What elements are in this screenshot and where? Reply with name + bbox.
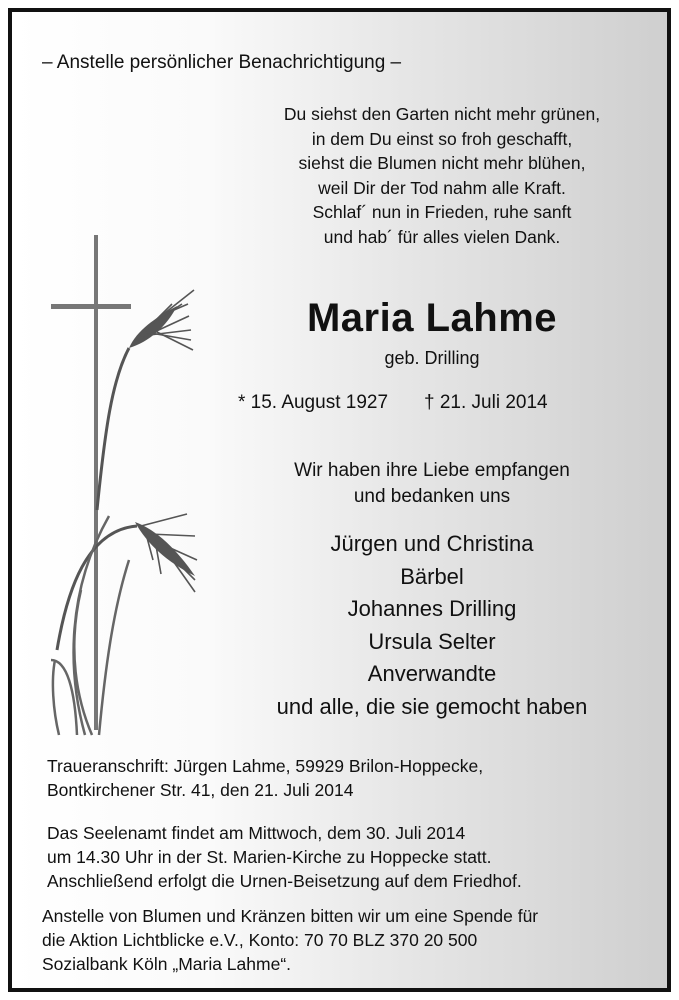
family-member: Anverwandte: [367, 661, 497, 687]
family-member: Bärbel: [400, 563, 464, 589]
poem-line: in dem Du einst so froh geschafft,: [311, 128, 573, 149]
donation-line: die Aktion Lichtblicke e.V., Konto: 70 70 BLZ 370 20 500: [42, 930, 478, 950]
address-line: Bontkirchener Str. 41, den 21. Juli 2014: [47, 780, 354, 800]
mourning-address: [47, 754, 483, 802]
service-info: [47, 821, 522, 893]
poem-line: und hab´ für alles vielen Dank.: [323, 226, 561, 247]
service-line: um 14.30 Uhr in der St. Marien-Kirche zu Hoppecke statt.: [47, 847, 492, 867]
deceased-name: Maria Lahme: [306, 296, 558, 340]
family-member: und alle, die sie gemocht haben: [276, 693, 588, 719]
donation-line: Sozialbank Köln „Maria Lahme“.: [42, 954, 292, 974]
service-line: Anschließend erfolgt die Urnen-Beisetzung auf dem Friedhof.: [47, 871, 522, 891]
header-line: – Anstelle persönlicher Benachrichtigung –: [42, 52, 402, 73]
family-list: [162, 528, 671, 724]
poem-line: weil Dir der Tod nahm alle Kraft.: [318, 177, 566, 198]
service-line: Das Seelenamt findet am Mittwoch, dem 30. Juli 2014: [47, 823, 466, 843]
poem-line: Du siehst den Garten nicht mehr grünen,: [283, 104, 601, 124]
donation-info: [42, 904, 538, 976]
poem-line: Schlaf´ nun in Frieden, ruhe sanft: [312, 202, 572, 223]
address-line: Traueranschrift: Jürgen Lahme, 59929 Brilon-Hoppecke,: [47, 756, 484, 776]
poem-line: siehst die Blumen nicht mehr blühen,: [298, 153, 586, 174]
family-member: Ursula Selter: [368, 628, 496, 654]
life-dates: [238, 392, 548, 414]
death-date: † 21. Juli 2014: [424, 392, 548, 413]
maiden-name: geb. Drilling: [384, 348, 480, 368]
poem: [182, 102, 671, 250]
thanks-line: Wir haben ihre Liebe empfangen: [294, 460, 570, 481]
thanks-text: [162, 458, 671, 510]
thanks-line: und bedanken uns: [353, 486, 511, 507]
birth-date: * 15. August 1927: [238, 392, 389, 413]
family-member: Jürgen und Christina: [330, 531, 534, 556]
donation-line: Anstelle von Blumen und Kränzen bitten wir um eine Spende für: [42, 906, 539, 926]
obituary-notice: [8, 8, 671, 992]
family-member: Johannes Drilling: [347, 596, 517, 622]
